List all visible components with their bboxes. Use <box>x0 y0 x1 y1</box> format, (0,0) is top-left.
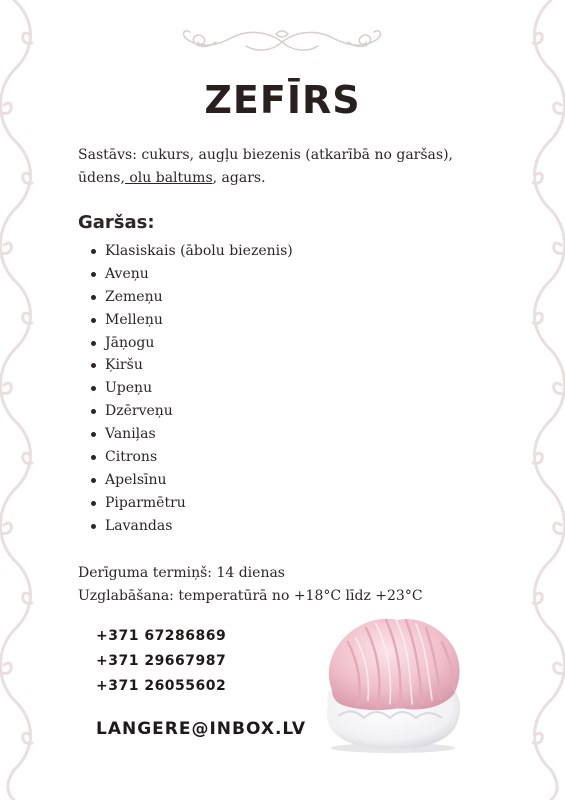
flavors-heading: Garšas: <box>78 212 155 233</box>
composition-underlined: olu baltums <box>124 170 213 186</box>
composition-text-main: Sastāvs: cukurs, augļu biezenis (atkarībā no garšas), ūdens, <box>78 147 453 186</box>
flavor-item: Klasiskais (ābolu biezenis) <box>78 240 293 263</box>
flavor-item: Apelsīnu <box>78 469 293 492</box>
page-title: ZEFĪRS <box>204 78 361 122</box>
flavor-item: Ķiršu <box>78 354 293 377</box>
flavor-item: Upeņu <box>78 377 293 400</box>
flavor-item: Lavandas <box>78 515 293 538</box>
flourish-ornament-icon <box>176 26 388 58</box>
marshmallow-image <box>318 612 468 754</box>
phone-number: +371 26055602 <box>96 678 227 694</box>
flavor-list <box>78 240 293 538</box>
storage-text: Uzglabāšana: temperatūrā no +18°C līdz +23°C <box>78 588 423 604</box>
flavor-item: Dzērveņu <box>78 400 293 423</box>
storage-info <box>78 562 423 608</box>
phone-number: +371 67286869 <box>96 628 227 644</box>
flavor-item: Vaniļas <box>78 423 293 446</box>
flavor-item: Melleņu <box>78 309 293 332</box>
phone-list <box>96 624 226 699</box>
flavor-item: Citrons <box>78 446 293 469</box>
flavor-item: Zemeņu <box>78 286 293 309</box>
shelf-life-text: Derīguma termiņš: 14 dienas <box>78 565 285 581</box>
flavor-item: Aveņu <box>78 263 293 286</box>
flavor-item: Jāņogu <box>78 332 293 355</box>
composition-text <box>78 144 498 190</box>
flavor-item: Piparmētru <box>78 492 293 515</box>
composition-text-end: , agars. <box>212 170 266 186</box>
phone-number: +371 29667987 <box>96 653 227 669</box>
email-address: LANGERE@INBOX.LV <box>96 719 307 739</box>
